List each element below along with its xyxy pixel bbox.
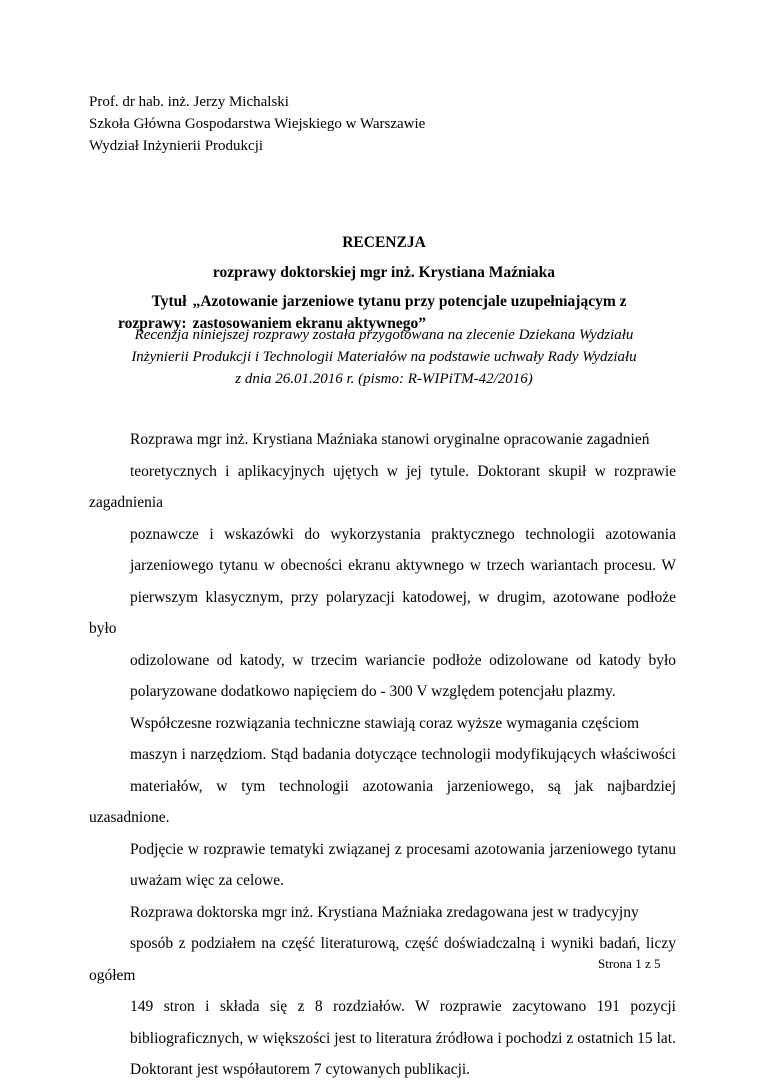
author-faculty: Wydział Inżynierii Produkcji [89,138,264,154]
author-name: Prof. dr hab. inż. Jerzy Michalski [89,94,289,110]
text-line: materiałów, w tym technologii azotowania jarzeniowego, są jak najbardziej uzasadnione. [89,777,676,826]
text-line: Rozprawa doktorska mgr inż. Krystiana Maźniaka zredagowana jest w tradycyjny [130,903,639,921]
text-line: 149 stron i składa się z 8 rozdziałów. W rozprawie zacytowano 191 pozycji [130,998,676,1015]
note-line: z dnia 26.01.2016 r. (pismo: R-WIPiTM-42/2016) [235,371,533,387]
text-line: Współczesne rozwiązania techniczne stawiają coraz wyższe wymagania częściom [130,714,640,732]
text-line: Doktorant jest współautorem 7 cytowanych publikacji. [130,1061,471,1078]
text-line: Podjęcie w rozprawie tematyki związanej z procesami azotowania jarzeniowego tytanu [130,840,676,858]
thesis-label-line: rozprawy: [118,315,187,332]
text-line: odizolowane od katody, w trzecim wariancie podłoże odizolowane od katody było [130,651,676,669]
text-line: maszyn i narzędziom. Stąd badania dotyczące technologii modyfikujących właściwości [130,746,676,763]
commission-note [0,324,768,390]
thesis-title-line: „Azotowanie jarzeniowe tytanu przy potencjale uzupełniającym z [192,293,627,310]
author-university: Szkoła Główna Gospodarstwa Wiejskiego w Warszawie [89,116,426,132]
page-number: Strona 1 z 5 [598,956,661,971]
document-title: RECENZJA [342,234,426,251]
text-line: teoretycznych i aplikacyjnych ujętych w jej tytule. Doktorant skupił w rozprawie zagadnienia [89,462,676,511]
paragraph-1 [89,424,676,708]
text-line: poznawcze i wskazówki do wykorzystania praktycznego technologii azotowania [130,525,676,543]
thesis-title-line: zastosowaniem ekranu aktywnego” [192,315,426,332]
note-line: Inżynierii Produkcji i Technologii Materiałów na podstawie uchwały Rady Wydziału [131,349,637,365]
text-line: uważam więc za celowe. [130,872,285,889]
note-line: Recenzja niniejszej rozprawy została przygotowana na zlecenie Dziekana Wydziału [134,327,634,343]
paragraph-2 [89,708,676,897]
text-line: Rozprawa mgr inż. Krystiana Maźniaka stanowi oryginalne opracowanie zagadnień [130,431,650,448]
text-line: jarzeniowego tytanu w obecności ekranu aktywnego w trzech wariantach procesu. W [130,557,676,574]
document-subtitle: rozprawy doktorskiej mgr inż. Krystiana Maźniaka [212,264,556,281]
text-line: sposób z podziałem na część literaturową, część doświadczalną i wyniki badań, liczy ogółem [89,935,676,984]
text-line: polaryzowane dodatkowo napięciem do - 300 V względem potencjału plazmy. [130,683,616,700]
review-body [89,424,676,1086]
text-line: pierwszym klasycznym, przy polaryzacji katodowej, w drugim, azotowane podłoże było [89,588,676,637]
thesis-label-line: Tytuł [151,293,187,310]
paragraph-3 [89,897,676,1086]
text-line: bibliograficznych, w większości jest to literatura źródłowa i pochodzi z ostatnich 15 lat. [130,1029,676,1047]
author-block [89,91,425,157]
